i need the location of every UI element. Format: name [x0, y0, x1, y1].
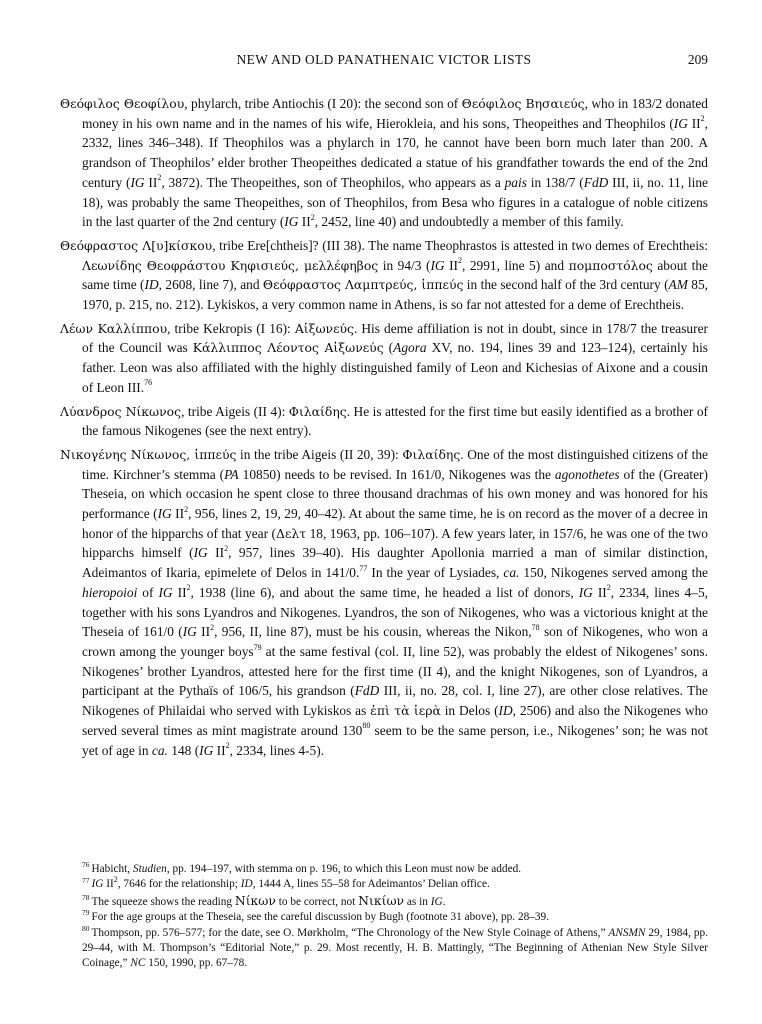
italic-text: IG — [578, 584, 593, 600]
footnotes — [60, 862, 708, 972]
footnote-number: 80 — [82, 923, 90, 933]
footnote-79 — [60, 910, 708, 925]
text-run: . One of the most distinguished citizens of the time. Kirchner’s stemma ( — [82, 446, 708, 482]
text-run: , 3872). The Theopeithes, son of Theophilos, who appears as a — [161, 174, 505, 190]
superscript: 2 — [224, 544, 229, 553]
superscript: 80 — [362, 721, 371, 731]
italic-text: IG — [673, 115, 688, 131]
text-run: 10850) needs to be revised. In 161/0, Nikogenes was the — [238, 466, 555, 482]
italic-text: IG — [193, 545, 208, 561]
text-run: II — [207, 545, 225, 561]
greek-text: Λεωνίδης Θεοφράστου Κηφισιεύς, μελλέφηβος — [82, 257, 379, 273]
text-run: , 957, lines 39–40). His daughter Apollonia married a man of similar distinction, Adeimantos of Ikaria, epimelete of Delos in 141/0. — [82, 545, 708, 581]
greek-text: Θεόφραστος Λαμπτρεύς, ἱππεύς — [262, 277, 464, 293]
text-run: 148 ( — [167, 742, 200, 758]
entry-leon — [60, 319, 708, 398]
footnote-78 — [60, 893, 708, 910]
italic-text: AM — [668, 277, 688, 293]
text-run: , 2506) and also the Nikogenes who served several times as mint magistrate around 130 — [82, 703, 708, 738]
text-run: ( — [383, 340, 394, 356]
italic-text: Agora — [393, 340, 427, 356]
footnote-number: 77 — [82, 875, 90, 885]
italic-text: ANSMN — [608, 926, 646, 939]
entry-theophrastos — [60, 236, 708, 315]
italic-text: IG — [199, 742, 214, 758]
text-run: , 2334, lines 4–5, together with his sons Lyandros and Nikogenes. Lyandros, the son of Nikogenes, who was a victorious knight at the Theseia of 161/0 ( — [82, 584, 708, 640]
text-run: , 956, II, line 87), must be his cousin, whereas the Nikon, — [214, 624, 532, 640]
text-run: III, ii, no. 28, col. I, line 27), are other close relatives. The Nikogenes of Philaidai who served with Lykiskos as — [82, 683, 708, 719]
text-run: For the age groups at the Theseia, see the careful discussion by Bugh (footnote 31 above), pp. 28–39. — [91, 911, 550, 924]
italic-text: ID — [240, 878, 253, 891]
italic-text: ID — [498, 703, 513, 719]
text-run: II — [444, 257, 458, 273]
italic-text: IG — [430, 895, 443, 908]
greek-text: Νίκων — [234, 892, 276, 908]
italic-text: IG — [182, 624, 197, 640]
superscript: 2 — [700, 114, 705, 124]
superscript: 2 — [186, 583, 191, 593]
italic-text: FdD — [583, 174, 609, 190]
text-run: , who in 183/2 donated money in his own name and in the names of his wife, Hierokleia, and his sons, Theopeithes and Theophilos ( — [82, 96, 708, 131]
text-run: 150, 1990, pp. 67–78. — [145, 957, 248, 970]
footnote-77 — [60, 874, 708, 892]
text-run: , phylarch, tribe Antiochis (I 20): the second son of — [184, 96, 462, 111]
text-run: XV, no. 194, lines 39 and 123–124), certainly his father. Leon was also affiliated with the highly distinguished family of Leon and Kichesias of Aixone and a cousin of Leon III. — [82, 340, 709, 395]
footnote-number: 78 — [82, 893, 90, 903]
superscript: 2 — [184, 504, 189, 514]
text-run: 29, 1984, pp. 29–44, with M. Thompson’s “Editorial Note,” p. 29. Most recently, H. B. Mattingly, “The Beginning of Athenian New Style Silver Coinage,” — [82, 926, 708, 970]
text-run: son of Nikogenes, who won a crown among the younger boys — [82, 624, 708, 659]
text-run: , tribe Ere[chtheis]? (III 38). The name Theophrastos is attested in two demes of Erechtheis: — [212, 237, 708, 253]
text-run: seem to be the same person, i.e., Nikogenes’ son; he was not yet of age in — [82, 722, 709, 758]
text-run: II — [592, 584, 607, 600]
greek-text: πομποστόλος — [568, 257, 653, 273]
text-run: , 7646 for the relationship; — [117, 878, 241, 891]
entry-nikogenes — [60, 445, 708, 760]
text-run: II — [172, 584, 187, 600]
superscript: 2 — [210, 622, 215, 632]
italic-text: IG — [284, 214, 299, 230]
greek-text: Αἰξωνεύς — [294, 320, 354, 336]
italic-text: Studien — [132, 863, 167, 875]
italic-text: agonothetes — [554, 466, 620, 482]
text-run: II — [144, 174, 158, 190]
italic-text: PA — [224, 466, 239, 482]
text-run: . His deme affiliation is not in doubt, since in 178/7 the treasurer of the Council was — [82, 320, 708, 356]
text-run: 18, 1963, pp. 106–107). A few years later, in 157/6, he was one of the two hipparchs himself ( — [82, 525, 709, 561]
text-run: , 2332, lines 346–348). If Theophilos was a phylarch in 170, he cannot have been born much later than 200. A grandson of Theophilos’ elder brother Theopeithes dedicated a statue of his grandfather towards the end of the 2nd century ( — [82, 115, 708, 190]
italic-text: ID — [144, 277, 159, 293]
text-run: Habicht, — [91, 863, 133, 875]
text-run: , 2608, line 7), and — [158, 277, 263, 293]
greek-text: ἐπὶ τὰ ἱερὰ — [370, 703, 441, 719]
text-run: 150, Nikogenes served among the — [519, 565, 708, 581]
text-run: at the same festival (col. II, line 52), was probably the eldest of Nikogenes’ sons. Nikogenes’ brother Lyandros, attested here for the first time (II 4), and the knight Nikogenes, son of Lyandros, a participant at the Pythaïs of 106/5, his grandson ( — [82, 643, 708, 699]
text-run: in the second half of the 3rd century ( — [463, 277, 669, 293]
text-run: of the (Greater) Theseia, on which occasion he spent close to three thousand drachmas of his own money and was honored for his performance ( — [82, 466, 708, 522]
text-run: II — [196, 624, 211, 640]
italic-text: IG — [158, 584, 173, 600]
text-run: II — [298, 214, 311, 230]
text-run: , pp. 194–197, with stemma on p. 196, to which this Leon must now be added. — [166, 863, 522, 875]
italic-text: IG — [157, 506, 172, 522]
entry-lyandros — [60, 402, 708, 441]
footnote-76 — [60, 862, 708, 877]
text-run: The squeeze shows the reading — [91, 895, 235, 908]
page-header — [60, 52, 708, 74]
text-run: II — [213, 742, 226, 758]
text-run: In the year of Lysiades, — [367, 565, 504, 581]
italic-text: ca. — [151, 742, 168, 758]
greek-text: Θεόφραστος Λ[υ]κίσκου — [60, 237, 213, 253]
superscript: 2 — [225, 741, 230, 751]
footnote-number: 79 — [82, 908, 90, 918]
italic-text: ca. — [503, 565, 520, 581]
text-run: , 1444 A, lines 55–58 for Adeimantos’ Delian office. — [252, 878, 490, 891]
text-run: II — [171, 506, 185, 522]
italic-text: IG — [130, 174, 145, 190]
superscript: 2 — [113, 874, 118, 884]
greek-text: Κάλλιππος Λέοντος Αἰξωνεύς — [192, 340, 384, 356]
superscript: 77 — [359, 563, 368, 573]
text-run: II — [687, 115, 701, 131]
italic-text: NC — [130, 957, 146, 970]
italic-text: FdD — [354, 683, 380, 699]
text-run: Thompson, pp. 576–577; for the date, see O. Mørkholm, “The Chronology of the New Style Coinage of Athens,” — [91, 926, 609, 939]
text-run: , 2452, line 40) and undoubtedly a member of this family. — [314, 214, 624, 230]
footnote-number: 76 — [82, 860, 90, 870]
text-run: , tribe Aigeis (II 4): — [181, 403, 289, 419]
superscript: 2 — [310, 212, 315, 222]
italic-text: IG — [430, 257, 445, 273]
text-run: about the same time ( — [82, 257, 708, 293]
superscript: 2 — [157, 173, 162, 183]
superscript: 76 — [144, 378, 153, 388]
running-title: NEW AND OLD PANATHENAIC VICTOR LISTS — [236, 52, 532, 67]
text-run: 85, 1970, p. 215, no. 212). Lykiskos, a very common name in Athens, is so far not attested for a deme of Erechtheis. — [82, 277, 708, 313]
greek-text: Φιλαίδης — [288, 403, 347, 419]
text-run: in Delos ( — [440, 703, 499, 719]
text-run: as in — [404, 895, 431, 908]
text-run: , tribe Kekropis (I 16): — [167, 320, 295, 336]
superscript: 79 — [253, 642, 262, 652]
greek-text: Νικογένης Νίκωνος, ἱππεύς — [60, 446, 237, 462]
superscript: 2 — [606, 583, 611, 593]
victor-entries — [60, 94, 708, 764]
superscript: 78 — [531, 622, 540, 632]
greek-text: Λύανδρος Νίκωνος — [60, 403, 182, 419]
text-run: in 94/3 ( — [378, 257, 431, 273]
text-run: to be correct, not — [275, 895, 359, 908]
footnote-80 — [60, 923, 708, 972]
greek-text: Νικίων — [358, 892, 405, 908]
text-run: of — [137, 584, 159, 600]
text-run: in 138/7 ( — [526, 174, 584, 190]
text-run: III, ii, no. 11, line 18), was probably the same Theopeithes, son of Theophilos, from Besa who figures in a catalogue of noble citizens in the last quarter of the 2nd century ( — [82, 174, 708, 230]
text-run: . He is attested for the first time but easily identified as a brother of the famous Nikogenes (see the next entry). — [82, 403, 708, 439]
text-run: , 2334, lines 4-5). — [229, 742, 325, 758]
italic-text: hieropoioi — [82, 584, 138, 600]
italic-text: IG — [91, 878, 104, 891]
text-run: , 956, lines 2, 19, 29, 40–42). At about the same time, he is on record as the mover of a decree in honor of the hipparchs of that year ( — [82, 506, 708, 541]
greek-text: Θεόφιλος Βησαιεύς — [461, 96, 585, 111]
greek-text: Φιλαίδης — [402, 446, 461, 462]
entry-theophilos — [60, 94, 708, 232]
page-number: 209 — [687, 52, 708, 67]
text-run: in the tribe Aigeis (II 20, 39): — [236, 446, 403, 462]
greek-text: Θεόφιλος Θεοφίλου — [60, 96, 185, 111]
text-run: , 2991, line 5) and — [462, 257, 569, 273]
greek-text: Δελτ — [276, 525, 307, 541]
italic-text: pais — [504, 174, 527, 190]
greek-text: Λέων Καλλίππου — [60, 320, 168, 336]
superscript: 2 — [458, 256, 462, 266]
text-run: . — [442, 895, 446, 908]
text-run: II — [103, 878, 114, 891]
text-run: , 1938 (line 6), and about the same time, he headed a list of donors, — [190, 584, 579, 600]
